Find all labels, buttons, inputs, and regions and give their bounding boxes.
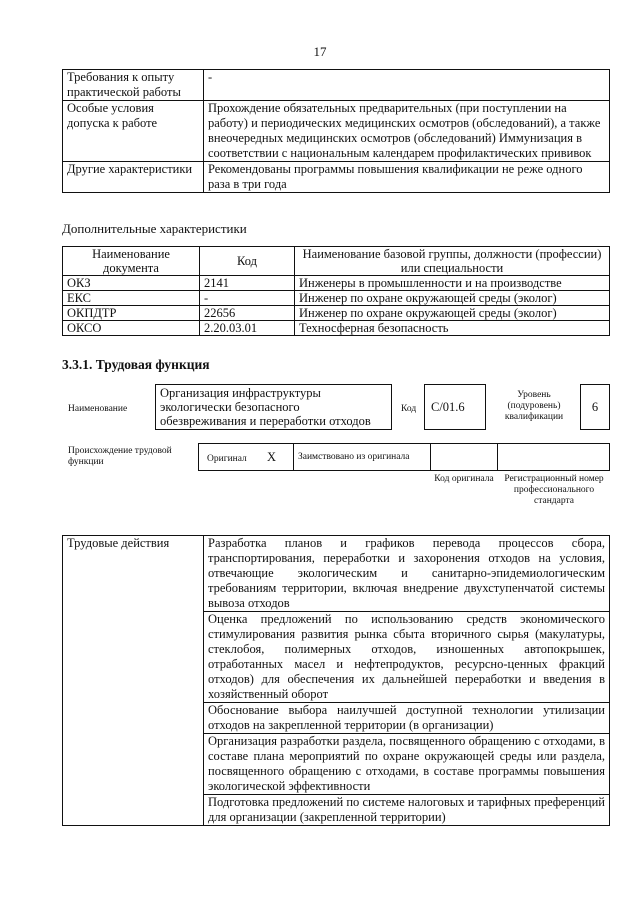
borrowed-cell: [293, 443, 431, 471]
reg-number-cell: [497, 443, 610, 471]
name-cell: Техносферная безопасность: [295, 321, 610, 336]
doc-cell: ОКСО: [63, 321, 200, 336]
row-value: -: [204, 70, 610, 101]
additional-characteristics-title: Дополнительные характеристики: [62, 221, 247, 236]
column-header: Код: [200, 247, 295, 276]
function-heading: 3.3.1. Трудовая функция: [62, 357, 210, 372]
row-label: Требования к опыту практической работы: [63, 70, 204, 101]
original-label: Оригинал: [207, 454, 247, 464]
code-label: Код: [401, 404, 417, 414]
code-cell: -: [200, 291, 295, 306]
table-row: [63, 101, 610, 162]
requirements-table: [62, 69, 610, 193]
doc-cell: ЕКС: [63, 291, 200, 306]
name-cell: Инженер по охране окружающей среды (эколог): [295, 306, 610, 321]
original-cell: [198, 443, 294, 471]
function-code: С/01.6: [424, 384, 486, 430]
doc-cell: ОКПДТР: [63, 306, 200, 321]
row-value: Прохождение обязательных предварительных (при поступлении на работу) и периодических медицинских осмотров (обследований), а также внеочередных медицинских осмотров (обследований) Иммунизация в соответствии с национальным календарем профилактических прививок: [204, 101, 610, 162]
origin-code-label: Код оригинала: [434, 474, 494, 484]
action-item: Подготовка предложений по системе налоговых и тарифных преференций для организации (закрепленной территории): [204, 795, 610, 826]
level-label: Уровень (подуровень) квалификации: [504, 390, 564, 422]
code-cell: 22656: [200, 306, 295, 321]
table-header-row: [63, 247, 610, 276]
action-item: Обоснование выбора наилучшей доступной технологии утилизации отходов на закрепленной территории (в организации): [204, 703, 610, 734]
code-cell: 2.20.03.01: [200, 321, 295, 336]
column-header: Наименование документа: [63, 247, 200, 276]
table-row: [63, 306, 610, 321]
origin-label: Происхождение трудовой функции: [68, 446, 172, 467]
original-mark: Х: [267, 450, 277, 464]
name-cell: Инженер по охране окружающей среды (эколог): [295, 291, 610, 306]
page-number: 17: [313, 44, 327, 59]
labor-actions-table: [62, 535, 610, 826]
action-item: Организация разработки раздела, посвященного обращению с отходами, в составе плана мероприятий по охране окружающей среды или раздела, посвященного обращению с отходами, в составе программы повышения экологической эффективности: [204, 734, 610, 795]
table-row: [63, 321, 610, 336]
borrowed-label: Заимствовано из оригинала: [298, 452, 410, 462]
doc-cell: ОКЗ: [63, 276, 200, 291]
name-cell: Инженеры в промышленности и на производстве: [295, 276, 610, 291]
code-cell: 2141: [200, 276, 295, 291]
name-label: Наименование: [68, 404, 128, 414]
table-row: [63, 276, 610, 291]
table-row: [63, 536, 610, 612]
row-value: Рекомендованы программы повышения квалификации не реже одного раза в три года: [204, 162, 610, 193]
action-item: Разработка планов и графиков перевода процессов сбора, транспортирования, переработки и захоронения отходов на условия, отвечающие экологическим и санитарно-эпидемиологическим требованиям территории, включая внедрение двухступенчатой системы вывоза отходов: [204, 536, 610, 612]
additional-characteristics-table: [62, 246, 610, 336]
table-row: [63, 162, 610, 193]
function-name: Организация инфраструктуры экологически безопасного обезвреживания и переработки отходов: [155, 384, 392, 430]
origin-code-cell: [430, 443, 498, 471]
column-header: Наименование базовой группы, должности (профессии) или специальности: [295, 247, 610, 276]
reg-number-label: Регистрационный номер профессионального стандарта: [504, 474, 604, 506]
action-item: Оценка предложений по использованию средств экономического стимулирования развития рынка сбыта вторичного сырья (макулатуры, стеклобоя, полимерных отходов, изношенных автопокрышек, отработанных масел и нефтепродуктов, ресурсно-ценных фракций отходов) для обеспечения их дальнейшей переработки и введения в хозяйственный оборот: [204, 612, 610, 703]
table-row: [63, 70, 610, 101]
actions-label: Трудовые действия: [63, 536, 204, 826]
row-label: Особые условия допуска к работе: [63, 101, 204, 162]
table-row: [63, 291, 610, 306]
row-label: Другие характеристики: [63, 162, 204, 193]
level-value: 6: [580, 384, 610, 430]
